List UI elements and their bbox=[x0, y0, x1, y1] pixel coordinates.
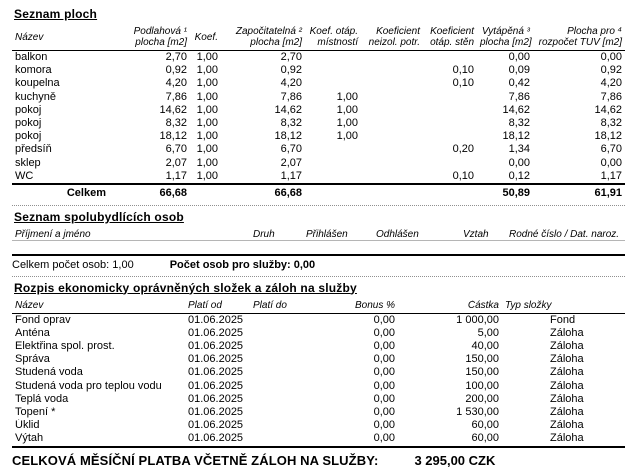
col-nazev: Název bbox=[15, 31, 44, 43]
service-row bbox=[12, 406, 625, 419]
areas-total-zapocitatelna: 66,68 bbox=[274, 187, 302, 200]
area-tuv: 6,70 bbox=[600, 143, 622, 156]
area-koef-neizol bbox=[361, 91, 423, 104]
area-name: WC bbox=[15, 169, 34, 182]
total-payment-label: CELKOVÁ MĚSÍČNÍ PLATBA VČETNĚ ZÁLOH NA SLUŽBY: bbox=[12, 452, 379, 468]
service-bonus: 0,00 bbox=[373, 353, 395, 366]
section-services bbox=[12, 281, 625, 448]
section-persons bbox=[12, 210, 625, 273]
total-payment-amount: 3 295,00 CZK bbox=[414, 452, 496, 468]
area-zapocitatelna: 0,92 bbox=[280, 64, 302, 77]
area-koef-otap-mistnosti bbox=[305, 157, 361, 170]
service-amount: 150,00 bbox=[465, 366, 499, 379]
areas-total-podlahova: 66,68 bbox=[159, 187, 187, 200]
areas-table bbox=[12, 26, 625, 202]
persons-totals bbox=[12, 254, 625, 273]
service-valid-to bbox=[250, 432, 320, 446]
area-podlahova: 6,70 bbox=[165, 143, 187, 156]
area-tuv: 0,00 bbox=[600, 51, 622, 63]
area-zapocitatelna: 2,07 bbox=[280, 156, 302, 169]
area-vytapena: 0,00 bbox=[508, 51, 530, 63]
area-vytapena: 0,42 bbox=[508, 77, 530, 90]
area-koef-otap-sten bbox=[423, 91, 477, 104]
service-name: Úklid bbox=[15, 419, 40, 432]
service-amount: 60,00 bbox=[471, 419, 499, 432]
col-zapocitatelna-plocha: Započitatelná ² plocha [m2] bbox=[235, 26, 302, 48]
services-header-row bbox=[12, 300, 625, 314]
service-type: Záloha bbox=[550, 326, 584, 339]
total-persons-count: Celkem počet osob: 1,00 bbox=[12, 259, 134, 272]
service-type: Fond bbox=[550, 313, 576, 326]
persons-empty-row bbox=[12, 241, 625, 254]
service-row bbox=[12, 432, 625, 446]
area-zapocitatelna: 8,32 bbox=[280, 117, 302, 130]
area-row bbox=[12, 104, 625, 117]
service-name: Studená voda bbox=[15, 366, 83, 379]
service-row bbox=[12, 380, 625, 393]
area-row bbox=[12, 51, 625, 65]
area-koef: 1,00 bbox=[196, 156, 218, 169]
service-amount: 200,00 bbox=[465, 392, 499, 405]
area-koef: 1,00 bbox=[196, 117, 218, 130]
area-koef-neizol bbox=[361, 157, 423, 170]
area-koef-otap-sten: 0,10 bbox=[452, 77, 474, 90]
area-name: předsíň bbox=[15, 143, 52, 156]
area-koef-otap-mistnosti: 1,00 bbox=[336, 117, 358, 130]
areas-total-vytapena: 50,89 bbox=[502, 187, 530, 200]
area-koef-otap-mistnosti bbox=[305, 170, 361, 184]
service-type: Záloha bbox=[550, 366, 584, 379]
area-name: sklep bbox=[15, 156, 41, 169]
service-valid-to bbox=[250, 366, 320, 379]
service-name: Teplá voda bbox=[15, 392, 69, 405]
service-amount: 150,00 bbox=[465, 353, 499, 366]
persons-header-row bbox=[12, 229, 625, 241]
service-valid-from: 01.06.2025 bbox=[188, 432, 244, 445]
area-podlahova: 14,62 bbox=[159, 103, 187, 116]
service-row bbox=[12, 353, 625, 366]
area-koef-otap-mistnosti: 1,00 bbox=[336, 90, 358, 103]
service-bonus: 0,00 bbox=[373, 379, 395, 392]
service-bonus: 0,00 bbox=[373, 366, 395, 379]
section-divider bbox=[12, 276, 625, 277]
area-vytapena: 8,32 bbox=[508, 117, 530, 130]
area-row bbox=[12, 77, 625, 90]
area-koef-neizol bbox=[361, 170, 423, 184]
service-valid-from: 01.06.2025 bbox=[188, 313, 244, 326]
service-valid-to bbox=[250, 353, 320, 366]
col-nazev-sluzby: Název bbox=[15, 299, 44, 311]
area-name: komora bbox=[15, 64, 52, 77]
section-areas bbox=[12, 7, 625, 202]
service-valid-to bbox=[250, 419, 320, 432]
area-zapocitatelna: 4,20 bbox=[280, 77, 302, 90]
service-name: Studená voda pro teplou vodu bbox=[15, 379, 162, 392]
service-valid-to bbox=[250, 380, 320, 393]
service-bonus: 0,00 bbox=[373, 339, 395, 352]
service-valid-to bbox=[250, 313, 320, 327]
col-koef-otap-sten: Koeficient otáp. stěn bbox=[430, 26, 474, 48]
area-koef: 1,00 bbox=[196, 90, 218, 103]
area-koef-otap-mistnosti bbox=[305, 143, 361, 156]
col-podlahova-plocha: Podlahová ¹ plocha [m2] bbox=[133, 26, 187, 48]
area-koef: 1,00 bbox=[196, 130, 218, 143]
area-row bbox=[12, 91, 625, 104]
area-koef: 1,00 bbox=[196, 51, 218, 63]
col-plati-do: Platí do bbox=[253, 299, 287, 311]
area-koef-neizol bbox=[361, 51, 423, 65]
service-name: Výtah bbox=[15, 432, 44, 445]
area-name: koupelna bbox=[15, 77, 60, 90]
area-koef-otap-sten bbox=[423, 117, 477, 130]
area-podlahova: 2,70 bbox=[165, 51, 187, 63]
service-name: Anténa bbox=[15, 326, 50, 339]
service-amount: 40,00 bbox=[471, 339, 499, 352]
col-castka: Částka bbox=[467, 299, 499, 311]
service-bonus: 0,00 bbox=[373, 392, 395, 405]
area-vytapena: 18,12 bbox=[502, 130, 530, 143]
area-row bbox=[12, 117, 625, 130]
persons-table bbox=[12, 229, 625, 254]
area-zapocitatelna: 18,12 bbox=[274, 130, 302, 143]
service-valid-from: 01.06.2025 bbox=[188, 326, 244, 339]
service-amount: 60,00 bbox=[471, 432, 499, 445]
total-payment-row bbox=[12, 453, 625, 468]
service-bonus: 0,00 bbox=[373, 419, 395, 432]
area-koef-otap-sten: 0,10 bbox=[452, 64, 474, 77]
area-name: pokoj bbox=[15, 103, 42, 116]
service-valid-to bbox=[250, 327, 320, 340]
area-koef-neizol bbox=[361, 117, 423, 130]
area-vytapena: 0,09 bbox=[508, 64, 530, 77]
service-type: Záloha bbox=[550, 379, 584, 392]
col-koef: Koef. bbox=[194, 31, 218, 43]
area-name: balkon bbox=[15, 51, 48, 63]
area-row bbox=[12, 143, 625, 156]
service-name: Topení * bbox=[15, 405, 56, 418]
col-typ-slozky: Typ složky bbox=[505, 299, 552, 311]
col-prihlasen: Přihlášen bbox=[306, 229, 348, 241]
area-tuv: 0,00 bbox=[600, 156, 622, 169]
col-vytapena-plocha: Vytápěná ³ plocha [m2] bbox=[480, 26, 532, 48]
service-valid-from: 01.06.2025 bbox=[188, 366, 244, 379]
area-vytapena: 1,34 bbox=[508, 143, 530, 156]
col-plocha-tuv: Plocha pro ⁴ rozpočet TUV [m2] bbox=[538, 26, 622, 48]
service-type: Záloha bbox=[550, 405, 584, 418]
service-bonus: 0,00 bbox=[373, 432, 395, 445]
service-amount: 5,00 bbox=[477, 326, 499, 339]
area-vytapena: 0,00 bbox=[508, 156, 530, 169]
service-valid-to bbox=[250, 393, 320, 406]
service-valid-from: 01.06.2025 bbox=[188, 405, 244, 418]
col-odhlasen: Odhlášen bbox=[376, 229, 419, 241]
area-tuv: 7,86 bbox=[600, 90, 622, 103]
service-bonus: 0,00 bbox=[373, 405, 395, 418]
area-podlahova: 2,07 bbox=[165, 156, 187, 169]
service-amount: 1 000,00 bbox=[456, 313, 499, 326]
service-type: Záloha bbox=[550, 419, 584, 432]
area-podlahova: 7,86 bbox=[165, 90, 187, 103]
area-koef-otap-sten bbox=[423, 51, 477, 65]
area-podlahova: 0,92 bbox=[165, 64, 187, 77]
persons-section-title: Seznam spolubydlících osob bbox=[14, 210, 184, 225]
area-koef-otap-mistnosti: 1,00 bbox=[336, 103, 358, 116]
col-druh: Druh bbox=[253, 229, 275, 241]
service-type: Záloha bbox=[550, 339, 584, 352]
area-row bbox=[12, 64, 625, 77]
service-type: Záloha bbox=[550, 392, 584, 405]
area-vytapena: 7,86 bbox=[508, 90, 530, 103]
area-podlahova: 8,32 bbox=[165, 117, 187, 130]
services-section-title: Rozpis ekonomicky oprávněných složek a záloh na služby bbox=[14, 280, 357, 295]
areas-section-title: Seznam ploch bbox=[14, 7, 98, 21]
area-zapocitatelna: 1,17 bbox=[280, 169, 302, 182]
service-valid-from: 01.06.2025 bbox=[188, 379, 244, 392]
col-koef-neizol-potr: Koeficient neizol. potr. bbox=[368, 26, 420, 48]
area-tuv: 0,92 bbox=[600, 64, 622, 77]
area-koef-otap-sten bbox=[423, 130, 477, 143]
area-koef-otap-mistnosti: 1,00 bbox=[336, 130, 358, 143]
area-zapocitatelna: 14,62 bbox=[274, 103, 302, 116]
area-tuv: 8,32 bbox=[600, 117, 622, 130]
area-koef-neizol bbox=[361, 77, 423, 90]
service-valid-from: 01.06.2025 bbox=[188, 419, 244, 432]
area-koef-otap-sten bbox=[423, 104, 477, 117]
service-valid-from: 01.06.2025 bbox=[188, 353, 244, 366]
service-persons-count: Počet osob pro služby: 0,00 bbox=[169, 259, 316, 272]
service-amount: 100,00 bbox=[465, 379, 499, 392]
col-koef-otap-mistnosti: Koef. otáp. místností bbox=[309, 26, 358, 48]
service-row bbox=[12, 419, 625, 432]
col-bonus: Bonus % bbox=[354, 299, 395, 311]
service-bonus: 0,00 bbox=[373, 313, 395, 326]
area-koef-neizol bbox=[361, 143, 423, 156]
area-koef: 1,00 bbox=[196, 103, 218, 116]
col-rodne-cislo: Rodné číslo / Dat. naroz. bbox=[509, 229, 620, 241]
area-koef: 1,00 bbox=[196, 143, 218, 156]
area-koef: 1,00 bbox=[196, 64, 218, 77]
areas-total-tuv: 61,91 bbox=[594, 187, 622, 200]
area-row bbox=[12, 157, 625, 170]
area-podlahova: 4,20 bbox=[165, 77, 187, 90]
area-koef-otap-mistnosti bbox=[305, 51, 361, 65]
area-row bbox=[12, 170, 625, 184]
services-table bbox=[12, 300, 625, 448]
area-name: pokoj bbox=[15, 130, 42, 143]
area-podlahova: 18,12 bbox=[159, 130, 187, 143]
area-koef-neizol bbox=[361, 130, 423, 143]
areas-total-label: Celkem bbox=[66, 187, 106, 200]
area-koef-otap-sten: 0,10 bbox=[452, 169, 474, 182]
service-name: Správa bbox=[15, 353, 50, 366]
area-koef-otap-sten bbox=[423, 157, 477, 170]
area-vytapena: 14,62 bbox=[502, 103, 530, 116]
service-type: Záloha bbox=[550, 353, 584, 366]
area-row bbox=[12, 130, 625, 143]
area-koef-otap-mistnosti bbox=[305, 64, 361, 77]
area-tuv: 18,12 bbox=[594, 130, 622, 143]
area-koef-neizol bbox=[361, 64, 423, 77]
area-zapocitatelna: 7,86 bbox=[280, 90, 302, 103]
service-valid-to bbox=[250, 406, 320, 419]
col-prijmeni-jmeno: Příjmení a jméno bbox=[15, 229, 91, 241]
col-vztah: Vztah bbox=[463, 229, 489, 241]
area-koef-otap-sten: 0,20 bbox=[452, 143, 474, 156]
area-koef: 1,00 bbox=[196, 169, 218, 182]
service-row bbox=[12, 340, 625, 353]
service-valid-from: 01.06.2025 bbox=[188, 392, 244, 405]
col-plati-od: Platí od bbox=[188, 299, 222, 311]
service-amount: 1 530,00 bbox=[456, 405, 499, 418]
area-tuv: 4,20 bbox=[600, 77, 622, 90]
areas-total-row bbox=[12, 184, 625, 202]
service-valid-to bbox=[250, 340, 320, 353]
service-valid-from: 01.06.2025 bbox=[188, 339, 244, 352]
service-name: Fond oprav bbox=[15, 313, 71, 326]
service-name: Elektřina spol. prost. bbox=[15, 339, 115, 352]
section-divider bbox=[12, 205, 625, 206]
area-zapocitatelna: 6,70 bbox=[280, 143, 302, 156]
area-koef-otap-mistnosti bbox=[305, 77, 361, 90]
area-koef-neizol bbox=[361, 104, 423, 117]
area-koef: 1,00 bbox=[196, 77, 218, 90]
service-row bbox=[12, 313, 625, 327]
area-tuv: 1,17 bbox=[600, 169, 622, 182]
area-zapocitatelna: 2,70 bbox=[280, 51, 302, 63]
area-name: pokoj bbox=[15, 117, 42, 130]
service-row bbox=[12, 366, 625, 379]
service-row bbox=[12, 327, 625, 340]
service-bonus: 0,00 bbox=[373, 326, 395, 339]
area-podlahova: 1,17 bbox=[165, 169, 187, 182]
area-name: kuchyně bbox=[15, 90, 56, 103]
areas-header-row bbox=[12, 26, 625, 51]
service-row bbox=[12, 393, 625, 406]
service-type: Záloha bbox=[550, 432, 584, 445]
area-vytapena: 0,12 bbox=[508, 169, 530, 182]
area-tuv: 14,62 bbox=[594, 103, 622, 116]
